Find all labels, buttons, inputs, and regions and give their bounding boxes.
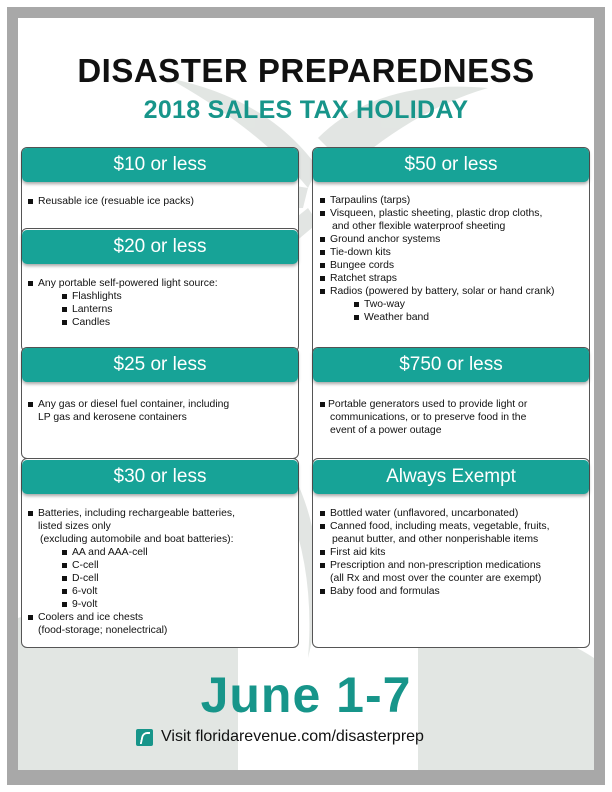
list-item: Canned food, including meats, vegetable, fruits, bbox=[320, 520, 550, 533]
list-item: 6-volt bbox=[28, 585, 235, 598]
list-item: Bungee cords bbox=[320, 259, 554, 272]
heading-50-or-less: $50 or less bbox=[313, 148, 589, 182]
list-item: Bottled water (unflavored, uncarbonated) bbox=[320, 507, 550, 520]
list-item: Weather band bbox=[320, 311, 554, 324]
list-item: AA and AAA-cell bbox=[28, 546, 235, 559]
list-item: LP gas and kerosene containers bbox=[38, 412, 187, 423]
list-item: Visqueen, plastic sheeting, plastic drop cloths, bbox=[320, 207, 554, 220]
list-750-or-less bbox=[320, 398, 527, 437]
list-item: Any portable self-powered light source: bbox=[28, 277, 218, 290]
list-10-or-less bbox=[28, 195, 194, 208]
list-20-or-less bbox=[28, 277, 218, 329]
list-item: Batteries, including rechargeable batteries, bbox=[28, 507, 235, 520]
list-item: 9-volt bbox=[28, 598, 235, 611]
list-item: and other flexible waterproof sheeting bbox=[332, 221, 506, 232]
footer bbox=[136, 726, 424, 748]
heading-20-or-less: $20 or less bbox=[22, 230, 298, 264]
list-always-exempt bbox=[320, 507, 550, 598]
page-title: DISASTER PREPAREDNESS bbox=[77, 52, 535, 89]
list-item: C-cell bbox=[28, 559, 235, 572]
list-25-or-less bbox=[28, 398, 229, 424]
heading-10-or-less: $10 or less bbox=[22, 148, 298, 182]
list-item: (food-storage; nonelectrical) bbox=[38, 625, 168, 636]
list-item: (excluding automobile and boat batteries): bbox=[40, 534, 234, 545]
heading-always-exempt: Always Exempt bbox=[313, 460, 589, 494]
page-subtitle: 2018 SALES TAX HOLIDAY bbox=[143, 96, 469, 124]
list-item: Reusable ice (resuable ice packs) bbox=[28, 195, 194, 208]
list-item: peanut butter, and other nonperishable items bbox=[332, 534, 539, 545]
list-50-or-less bbox=[320, 194, 554, 324]
list-item: Candles bbox=[28, 316, 218, 329]
heading-750-or-less: $750 or less bbox=[313, 348, 589, 382]
list-item: Ground anchor systems bbox=[320, 233, 554, 246]
list-item: Ratchet straps bbox=[320, 272, 554, 285]
list-item: Tie-down kits bbox=[320, 246, 554, 259]
list-30-or-less bbox=[28, 507, 235, 637]
list-item: Baby food and formulas bbox=[320, 585, 550, 598]
heading-30-or-less: $30 or less bbox=[22, 460, 298, 494]
flyer bbox=[18, 18, 594, 770]
list-item: First aid kits bbox=[320, 546, 550, 559]
list-item: Coolers and ice chests bbox=[28, 611, 235, 624]
list-item: Flashlights bbox=[28, 290, 218, 303]
list-item: D-cell bbox=[28, 572, 235, 585]
list-item: event of a power outage bbox=[330, 425, 442, 436]
list-item: Portable generators used to provide light or bbox=[320, 398, 527, 411]
list-item: Lanterns bbox=[28, 303, 218, 316]
website-link[interactable]: Visit floridarevenue.com/disasterprep bbox=[161, 728, 424, 745]
list-item: Prescription and non-prescription medications bbox=[320, 559, 550, 572]
list-item: communications, or to preserve food in the bbox=[330, 412, 527, 423]
list-item: Radios (powered by battery, solar or hand crank) bbox=[320, 285, 554, 298]
list-item: Any gas or diesel fuel container, including bbox=[28, 398, 229, 411]
florida-revenue-logo-icon bbox=[136, 729, 153, 746]
list-item: listed sizes only bbox=[38, 521, 111, 532]
heading-25-or-less: $25 or less bbox=[22, 348, 298, 382]
holiday-dates: June 1-7 bbox=[200, 667, 412, 723]
list-item: (all Rx and most over the counter are exempt) bbox=[330, 573, 542, 584]
list-item: Tarpaulins (tarps) bbox=[320, 194, 554, 207]
list-item: Two-way bbox=[320, 298, 554, 311]
